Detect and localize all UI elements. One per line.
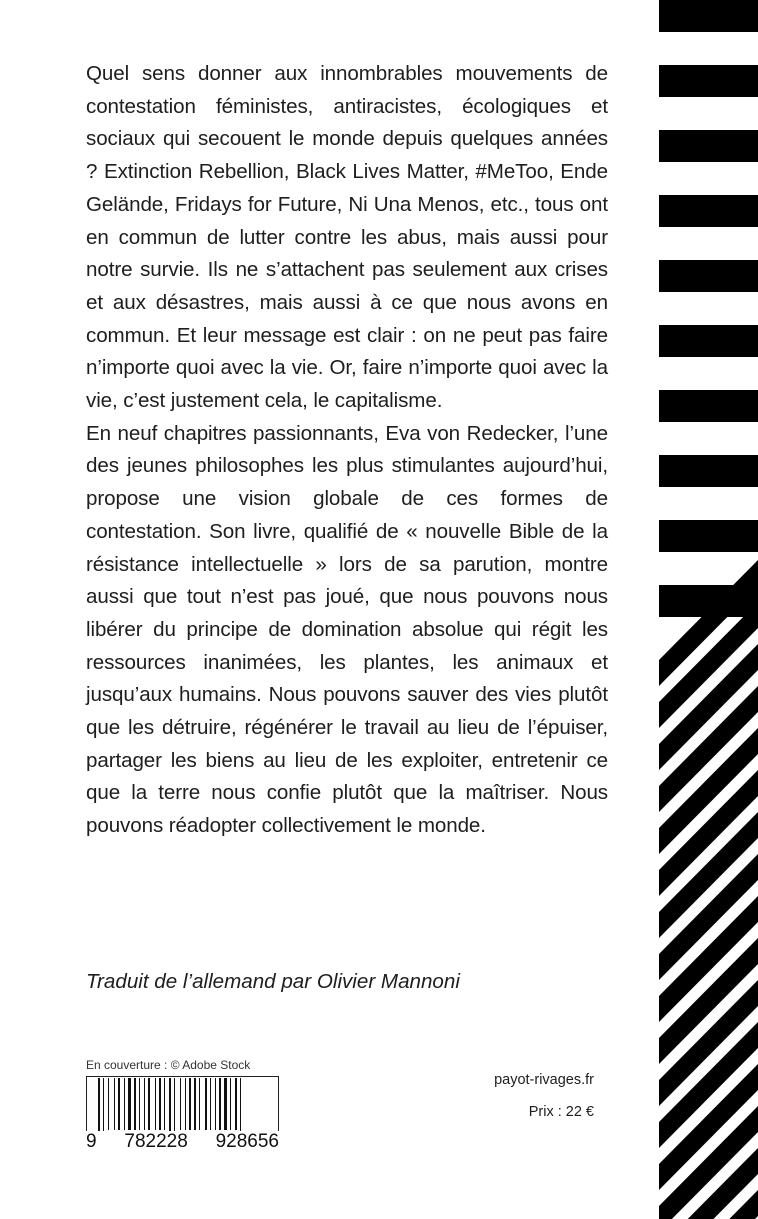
isbn-prefix-digit: 9 xyxy=(86,1131,97,1152)
horizontal-stripe-5 xyxy=(659,325,758,357)
barcode-bar-20 xyxy=(199,1078,200,1130)
horizontal-stripe-6 xyxy=(659,390,758,422)
barcode-bar-27 xyxy=(235,1078,237,1130)
isbn-barcode xyxy=(86,1076,279,1136)
barcode-bar-14 xyxy=(169,1078,171,1134)
barcode-bar-22 xyxy=(210,1078,211,1130)
barcode-bar-6 xyxy=(128,1078,131,1130)
barcode-bar-7 xyxy=(134,1078,136,1130)
back-cover-blurb xyxy=(86,58,608,843)
barcode-bar-21 xyxy=(205,1078,207,1130)
isbn-group-2: 928656 xyxy=(215,1131,279,1152)
horizontal-stripe-3 xyxy=(659,195,758,227)
barcode-bar-25 xyxy=(224,1078,227,1130)
horizontal-stripe-8 xyxy=(659,520,758,552)
barcode-bar-28 xyxy=(240,1078,241,1134)
barcode-bar-3 xyxy=(114,1078,115,1130)
barcode-bar-1 xyxy=(103,1078,104,1134)
barcode-bar-15 xyxy=(174,1078,175,1134)
barcode-bar-23 xyxy=(215,1078,216,1130)
barcode-bar-13 xyxy=(164,1078,165,1130)
barcode-bar-24 xyxy=(219,1078,221,1130)
barcode-bar-0 xyxy=(98,1078,100,1134)
diagonal-stripes xyxy=(659,560,758,1219)
horizontal-stripe-0 xyxy=(659,0,758,32)
isbn-group-1: 782228 xyxy=(124,1131,188,1152)
barcode-bar-9 xyxy=(144,1078,145,1130)
barcode-bar-16 xyxy=(180,1078,181,1130)
barcode-frame xyxy=(87,1077,279,1136)
barcode-bar-17 xyxy=(185,1078,186,1130)
barcode-bar-10 xyxy=(148,1078,150,1130)
horizontal-stripes xyxy=(659,0,758,617)
barcode-bar-11 xyxy=(155,1078,156,1130)
horizontal-stripe-7 xyxy=(659,455,758,487)
blurb-paragraph-1: Quel sens donner aux innombrables mouvements de contestation féministes, antiracistes, écologiques et sociaux qui secouent le monde depuis quelques années ? Extinction Rebellion, Black Lives Matter, #MeToo, Ende Gelände, Fridays for Future, Ni Una Menos, etc., tous ont en commun de lutter contre les abus, mais aussi pour notre survie. Ils ne s’attachent pas seulement aux crises et aux désastres, mais aussi à ce que nous avons en commun. Et leur message est clair : on ne peut pas faire n’importe quoi avec la vie. Or, faire n’importe quoi avec la vie, c’est justement cela, le capitalisme. xyxy=(86,62,608,413)
barcode-bar-19 xyxy=(194,1078,196,1130)
horizontal-stripe-4 xyxy=(659,260,758,292)
barcode-bar-5 xyxy=(124,1078,125,1130)
barcode-bar-8 xyxy=(139,1078,140,1130)
publisher-website: payot-rivages.fr xyxy=(494,1072,594,1088)
cover-photo-credit: En couverture : © Adobe Stock xyxy=(86,1058,251,1072)
barcode-bar-2 xyxy=(108,1078,109,1130)
book-price: Prix : 22 € xyxy=(528,1104,594,1120)
blurb-paragraph-2: En neuf chapitres passionnants, Eva von Redecker, l’une des jeunes philosophes les plus stimulantes aujourd’hui, propose une vision globale de ces formes de contestation. Son livre, qualifié de « nouvelle Bible de la résistance intellectuelle » lors de sa parution, montre aussi que tout n’est pas joué, que nous pouvons nous libérer du principe de domination absolue qui régit les ressources inanimées, les plantes, les animaux et jusqu’aux humains. Nous pouvons sauver des vies plutôt que les détruire, régénérer le travail au lieu de l’épuiser, partager les biens au lieu de les exploiter, entretenir ce que la terre nous confie plutôt que la maîtriser. Nous pouvons réadopter collectivement le monde. xyxy=(86,421,608,838)
barcode-bar-18 xyxy=(189,1078,191,1130)
barcode-bar-4 xyxy=(118,1078,120,1130)
horizontal-stripe-1 xyxy=(659,65,758,97)
horizontal-stripe-2 xyxy=(659,130,758,162)
isbn-number xyxy=(86,1131,279,1153)
translator-credit: Traduit de l’allemand par Olivier Mannoni xyxy=(86,970,460,993)
barcode-bar-12 xyxy=(159,1078,161,1130)
barcode-bar-26 xyxy=(230,1078,231,1130)
